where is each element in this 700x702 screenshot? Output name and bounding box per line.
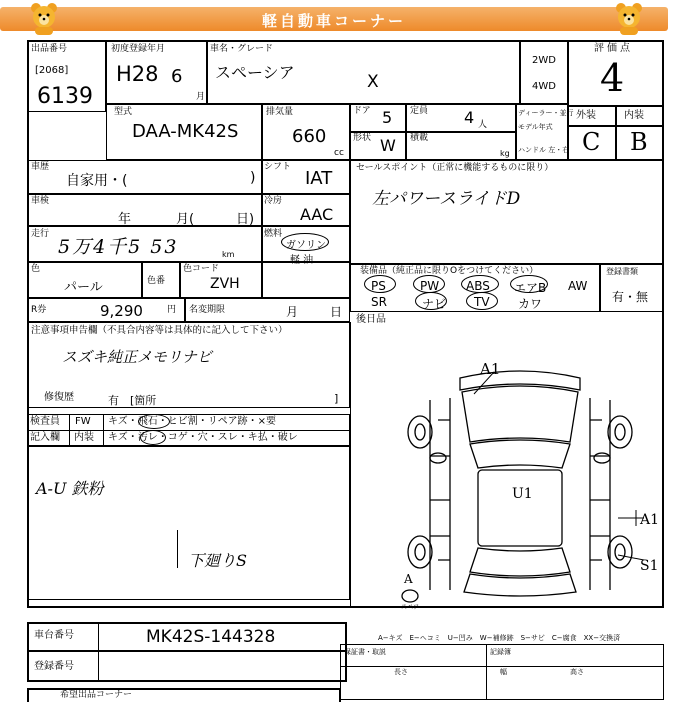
damage-a1-right: A1 (640, 512, 660, 528)
ac-label: 冷房 (264, 196, 283, 206)
ac: AAC (300, 205, 334, 224)
equip-abs-circle (461, 275, 499, 293)
displacement-label: 排気量 (266, 107, 294, 117)
equip-pw-circle (413, 275, 445, 293)
after-label: 後日品 (356, 314, 386, 325)
history-value: 自家用・( (66, 173, 128, 189)
rating: 4 (600, 56, 625, 100)
equip-ab-circle (510, 275, 548, 293)
grid-col (486, 644, 487, 700)
dealer-label: ディーラー・並行 (518, 109, 574, 117)
equip-cawa: カワ (518, 297, 543, 311)
displacement: 660 (292, 126, 327, 147)
inspector-divider (27, 430, 350, 431)
sales-points-label: セールスポイント（正常に機能するものに限り） (356, 163, 554, 173)
recycle-label: R券 (31, 305, 47, 315)
color-no-label: 色番 (147, 276, 166, 286)
comments-1: A-U 鉄粉 (36, 479, 104, 498)
model-year-label: モデル年式 (518, 123, 553, 131)
sales-points-cell (350, 160, 664, 264)
displacement-unit: cc (334, 148, 344, 158)
capacity: 4 (464, 108, 475, 127)
dim-width: 幅 (500, 668, 507, 676)
equip-tv: TV (474, 295, 490, 309)
shape: W (380, 136, 396, 155)
car-diagram (390, 360, 650, 610)
equip-abs: ABS (466, 279, 490, 293)
interior-grade: B (630, 128, 648, 156)
load-unit: kg (500, 149, 510, 158)
dim-height: 高さ (570, 668, 584, 676)
registration-value: 有・無 (612, 290, 649, 304)
listing-no-label: 出品番号 (31, 44, 68, 54)
shift-label: シフト (264, 162, 292, 172)
history-label: 車歴 (31, 162, 50, 172)
bottom-label: 希望出品コーナー (60, 690, 133, 700)
fw-chip-circle (138, 414, 170, 429)
equip-navi-circle (415, 292, 447, 310)
wd2: 2WD (532, 55, 556, 66)
chassis-divider (98, 622, 99, 652)
repair-close: ] (334, 392, 339, 405)
comments-2: 下廻りS (188, 551, 247, 570)
equip-sr: SR (371, 295, 387, 309)
damage-s1: S1 (640, 558, 659, 574)
interior-dirt-circle (140, 430, 166, 445)
mileage: 5万4千5 53 (58, 236, 179, 258)
notes-text: スズキ純正メモリナビ (62, 348, 212, 366)
spare-label: スペア (401, 604, 420, 611)
bear-mascot-icon (610, 0, 648, 36)
fuel-diesel: 軽 油 (290, 255, 314, 266)
model-name: スペーシア (215, 63, 295, 82)
equip-ps-circle (364, 275, 396, 293)
repair-label: 修復歴 (44, 392, 74, 403)
equipment-label: 装備品（純正品に限りOをつけてください） (360, 266, 539, 276)
interior-row-label: 内装 (74, 432, 94, 443)
fuel-label: 燃料 (264, 229, 283, 239)
reg-no-divider (98, 652, 99, 682)
equip-ps: PS (371, 279, 386, 293)
entry-label: 記入欄 (30, 432, 60, 443)
repair-value: 有 [箇所 (108, 394, 157, 407)
load-label: 積載 (410, 133, 429, 143)
grade: X (367, 72, 379, 92)
exterior-label: 外装 (576, 110, 596, 121)
equip-tv-circle (466, 292, 498, 310)
legend: A−キズ E−ヘコミ U−凹み W−補修跡 S−サビ C−腐食 XX−交換済 (378, 634, 621, 642)
doors-label: ドア (353, 106, 371, 116)
chassis-number: MK42S-144328 (146, 627, 276, 647)
inspection-month: 月( (176, 212, 195, 227)
color: パール (64, 280, 103, 295)
notes-label: 注意事項申告欄（不具合内容等は具体的に記入して下さい） (31, 325, 288, 336)
header-title: 軽自動車コーナー (261, 12, 406, 30)
fw-items: キズ・飛石・ヒビ割・リペア跡・×要 (108, 416, 276, 427)
first-reg-month: 6 (171, 66, 183, 87)
color-code-label: 色コード (183, 264, 220, 274)
warranty-label: 保証書・取説 (344, 648, 386, 656)
inspection-cell (27, 194, 262, 226)
records-label: 記録簿 (490, 648, 511, 656)
damage-a-left: A (404, 572, 413, 586)
listing-code: [2068] (35, 65, 69, 76)
header (0, 0, 700, 36)
capacity-unit: 人 (478, 120, 488, 130)
mileage-unit: km (222, 250, 235, 259)
equip-ab: エアB (514, 281, 547, 295)
inspection-year: 年 (118, 212, 132, 227)
dim-length: 長さ (394, 668, 408, 676)
chassis-label: 車台番号 (34, 630, 74, 641)
first-reg-year: H28 (116, 62, 159, 86)
inspector-label: 検査員 (30, 416, 60, 427)
recycle: 9,290 (100, 302, 143, 320)
title-label: 名変期限 (189, 305, 226, 315)
bear-mascot-icon (25, 0, 63, 36)
shift: IAT (305, 168, 333, 189)
reg-no-label: 登録番号 (34, 661, 74, 672)
equip-navi: ナビ (422, 297, 447, 311)
inspector-col-divider (103, 414, 104, 446)
color-label: 色 (31, 264, 41, 274)
doors: 5 (382, 108, 393, 127)
reg-no-cell (27, 652, 347, 682)
capacity-label: 定員 (410, 106, 429, 116)
equip-aw: AW (568, 279, 588, 293)
handle-label: ハンドル 左・右 (518, 146, 570, 154)
first-reg-label: 初度登録年月 (111, 44, 166, 54)
first-reg-month-unit: 月 (196, 92, 206, 102)
inspection-label: 車検 (31, 196, 50, 206)
inspector-col-divider (69, 414, 70, 446)
listing-no: 6139 (37, 84, 93, 109)
color-code: ZVH (210, 276, 240, 292)
damage-u1: U1 (512, 486, 533, 502)
exterior-grade: C (582, 128, 601, 156)
registration-label: 登録書類 (606, 267, 638, 276)
inspection-day: 日) (236, 212, 255, 227)
sales-points-text: 左パワースライドD (372, 189, 521, 209)
wd4: 4WD (532, 81, 556, 92)
title-month: 月 (286, 305, 299, 319)
rating-label: 評価点 (594, 43, 633, 54)
title-day: 日 (330, 305, 343, 319)
type-label: 型式 (114, 107, 133, 117)
type: DAA-MK42S (132, 121, 239, 142)
fuel-gasoline: ガソリン (286, 240, 326, 251)
comment-tick (177, 530, 178, 568)
mileage-label: 走行 (31, 229, 50, 239)
shape-label: 形状 (353, 133, 372, 143)
damage-a1-top: A1 (480, 360, 501, 378)
fw-label: FW (75, 416, 91, 427)
recycle-unit: 円 (167, 305, 177, 315)
model-name-label: 車名・グレード (210, 44, 274, 54)
comments-cell (27, 446, 350, 600)
drive-cell (520, 40, 568, 104)
equip-pw: PW (420, 279, 440, 293)
interior-label: 内装 (624, 110, 644, 121)
interior-items: キズ・汚レ・コゲ・穴・スレ・キ払・破レ (108, 432, 298, 443)
color-blank-cell (262, 262, 350, 298)
history-close: ) (250, 170, 256, 186)
history-cell (27, 160, 262, 194)
